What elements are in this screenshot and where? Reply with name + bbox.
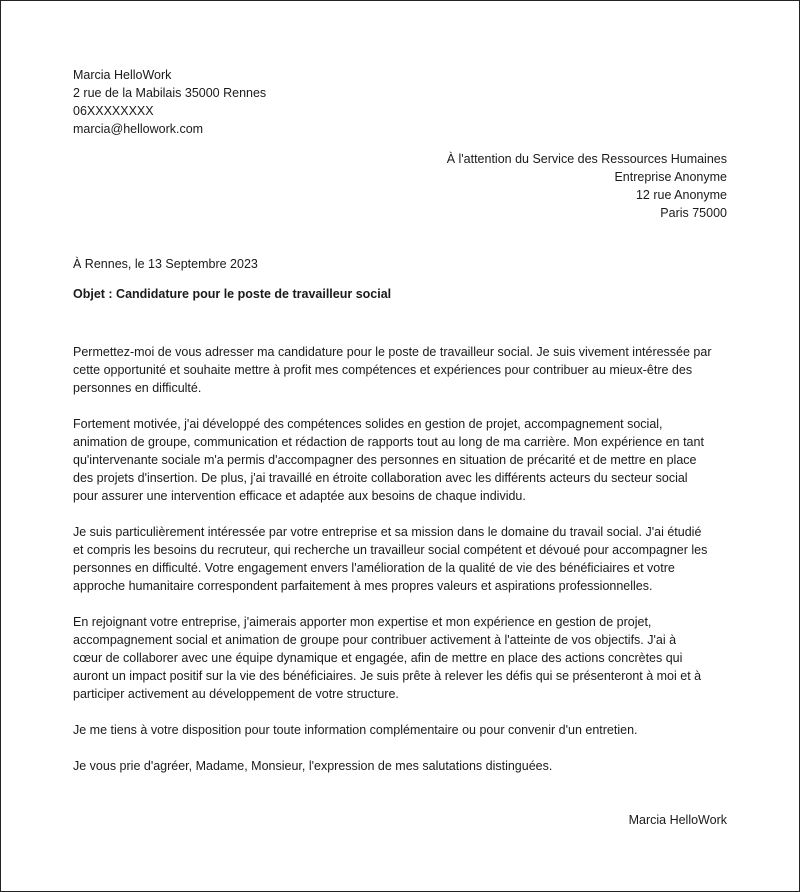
paragraph-line: cette opportunité et souhaite mettre à profit mes compétences et expériences pour contribuer au mieux-être des xyxy=(73,363,693,377)
body-paragraph xyxy=(73,523,733,595)
sender-address: 2 rue de la Mabilais 35000 Rennes xyxy=(73,86,267,100)
sender-phone: 06XXXXXXXX xyxy=(73,104,154,118)
paragraph-line: cœur de collaborer avec une équipe dynamique et engagée, afin de mettre en place des actions concrètes qui xyxy=(73,651,683,665)
date-line: À Rennes, le 13 Septembre 2023 xyxy=(73,257,258,271)
body-paragraph xyxy=(73,415,733,505)
letter-body xyxy=(73,343,733,793)
paragraph-line: approche humanitaire correspondent parfaitement à mes propres valeurs et aspirations professionnelles. xyxy=(73,579,653,593)
recipient-block xyxy=(447,150,727,222)
paragraph-line: participer activement au développement de votre structure. xyxy=(73,687,399,701)
sender-email: marcia@hellowork.com xyxy=(73,122,204,136)
recipient-attention: À l'attention du Service des Ressources Humaines xyxy=(446,152,727,166)
paragraph-line: Je me tiens à votre disposition pour toute information complémentaire ou pour convenir d'un entretien. xyxy=(73,723,638,737)
paragraph-line: personnes en difficulté. xyxy=(73,381,202,395)
paragraph-line: Permettez-moi de vous adresser ma candidature pour le poste de travailleur social. Je suis vivement intéressée par xyxy=(73,345,712,359)
signature: Marcia HelloWork xyxy=(628,813,727,827)
recipient-city: Paris 75000 xyxy=(660,206,727,220)
paragraph-line: Fortement motivée, j'ai développé des compétences solides en gestion de projet, accompagnement social, xyxy=(73,417,663,431)
paragraph-line: pour assurer une intervention efficace et adaptée aux besoins de chaque individu. xyxy=(73,489,526,503)
paragraph-line: animation de groupe, communication et rédaction de rapports tout au long de ma carrière. Mon expérience en tant xyxy=(73,435,704,449)
paragraph-line: En rejoignant votre entreprise, j'aimerais apporter mon expertise et mon expérience en gestion de projet, xyxy=(73,615,652,629)
paragraph-line: des projets d'insertion. De plus, j'ai travaillé en étroite collaboration avec les différents acteurs du secteur social xyxy=(73,471,688,485)
paragraph-line: qu'intervenante sociale m'a permis d'accompagner des personnes en situation de précarité et de mettre en place xyxy=(73,453,697,467)
recipient-company: Entreprise Anonyme xyxy=(614,170,727,184)
body-paragraph xyxy=(73,613,733,703)
sender-block xyxy=(73,66,266,138)
body-paragraph xyxy=(73,757,733,775)
recipient-street: 12 rue Anonyme xyxy=(635,188,727,202)
body-paragraph xyxy=(73,343,733,397)
sender-name: Marcia HelloWork xyxy=(73,68,172,82)
paragraph-line: Je suis particulièrement intéressée par votre entreprise et sa mission dans le domaine du travail social. J'ai étudié xyxy=(73,525,702,539)
paragraph-line: personnes en difficulté. Votre engagement envers l'amélioration de la qualité de vie des bénéficiaires et votre xyxy=(73,561,675,575)
body-paragraph xyxy=(73,721,733,739)
paragraph-line: auront un impact positif sur la vie des bénéficiaires. Je suis prête à relever les défis qui se présenteront à moi et à xyxy=(73,669,702,683)
paragraph-line: Je vous prie d'agréer, Madame, Monsieur, l'expression de mes salutations distinguées. xyxy=(73,759,553,773)
paragraph-line: accompagnement social et animation de groupe pour contribuer activement à l'atteinte de vos objectifs. J'ai à xyxy=(73,633,677,647)
subject-line: Objet : Candidature pour le poste de travailleur social xyxy=(73,287,392,301)
paragraph-line: et compris les besoins du recruteur, qui recherche un travailleur social compétent et dévoué pour accompagner les xyxy=(73,543,708,557)
